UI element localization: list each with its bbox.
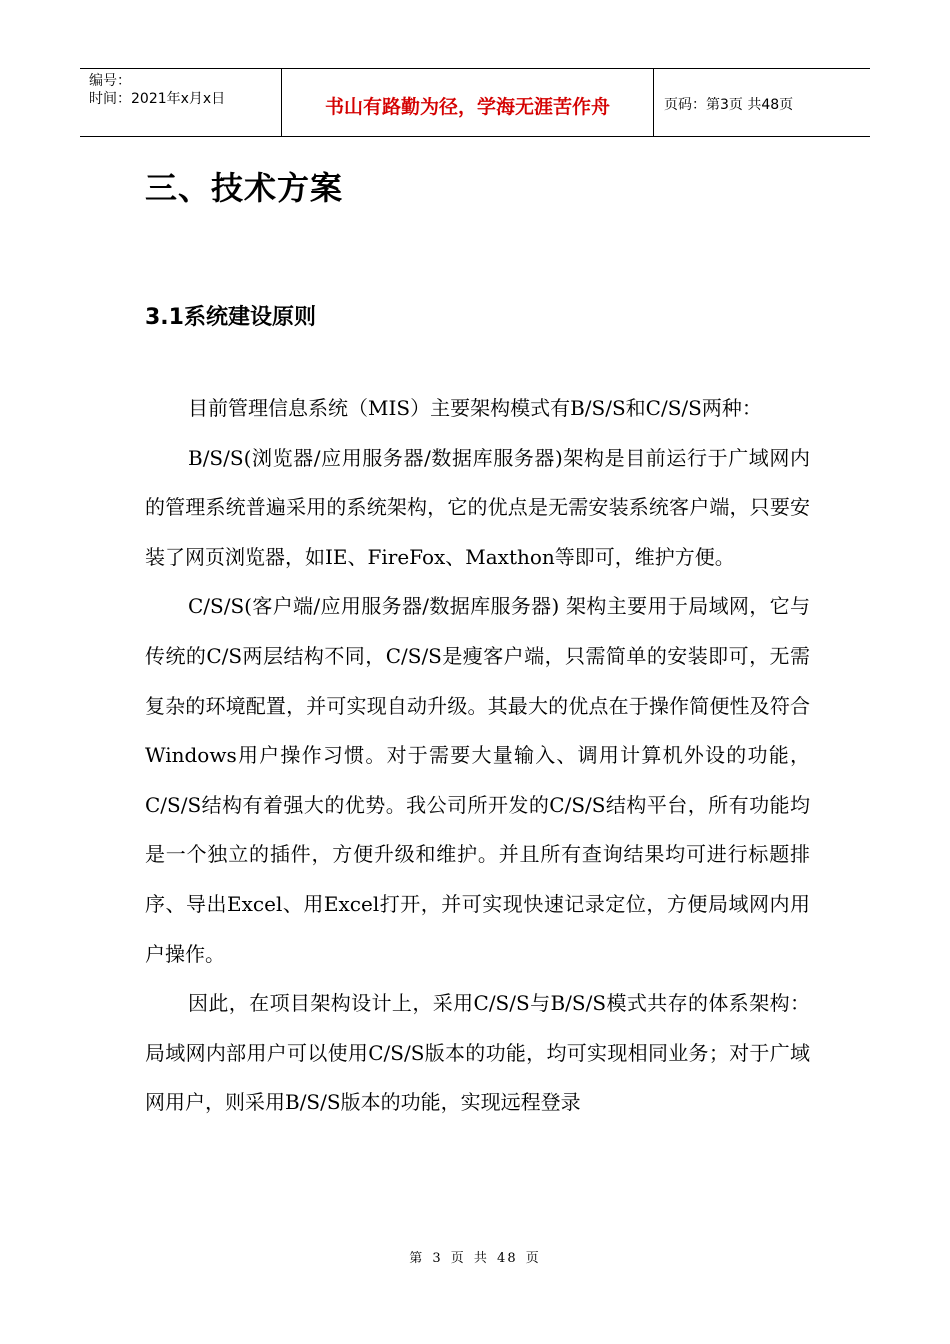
header-motto: 书山有路勤为径，学海无涯苦作舟 bbox=[282, 69, 654, 136]
paragraph-conclusion: 因此，在项目架构设计上，采用C/S/S与B/S/S模式共存的体系架构：局域网内部用户可以使用C/S/S版本的功能，均可实现相同业务；对于广域网用户，则采用B/S/S版本的功能，实现远程登录 bbox=[145, 991, 810, 1115]
header-meta bbox=[80, 69, 282, 136]
paragraph-css: C/S/S(客户端/应用服务器/数据库服务器) 架构主要用于局域网，它与传统的C/S两层结构不同，C/S/S是瘦客户端，只需简单的安装即可，无需复杂的环境配置，并可实现自动升级。其最大的优点在于操作简便性及符合Windows用户操作习惯。对于需要大量输入、调用计算机外设的功能，C/S/S结构有着强大的优势。我公司所开发的C/S/S结构平台，所有功能均是一个独立的插件，方便升级和维护。并且所有查询结果均可进行标题排序、导出Excel、用Excel打开，并可实现快速记录定位，方便局域网内用户操作。 bbox=[145, 594, 810, 966]
header-number-label: 编号： bbox=[89, 73, 131, 89]
paragraph-intro: 目前管理信息系统（MIS）主要架构模式有B/S/S和C/S/S两种： bbox=[188, 396, 762, 420]
paragraph-bss: B/S/S(浏览器/应用服务器/数据库服务器)架构是目前运行于广域网内的管理系统普遍采用的系统架构，它的优点是无需安装系统客户端，只要安装了网页浏览器，如IE、FireFox、Maxthon等即可，维护方便。 bbox=[145, 445, 810, 569]
page-header bbox=[80, 68, 870, 137]
header-date-label: 时间：2021年x月x日 bbox=[89, 91, 226, 107]
subsection-title: 3.1系统建设原则 bbox=[145, 305, 316, 330]
body-text bbox=[145, 384, 810, 1128]
header-page-info: 页码：第3页 共48页 bbox=[664, 97, 794, 113]
section-title: 三、技术方案 bbox=[145, 169, 344, 207]
page-footer: 第 3 页 共 48 页 bbox=[409, 1251, 541, 1266]
